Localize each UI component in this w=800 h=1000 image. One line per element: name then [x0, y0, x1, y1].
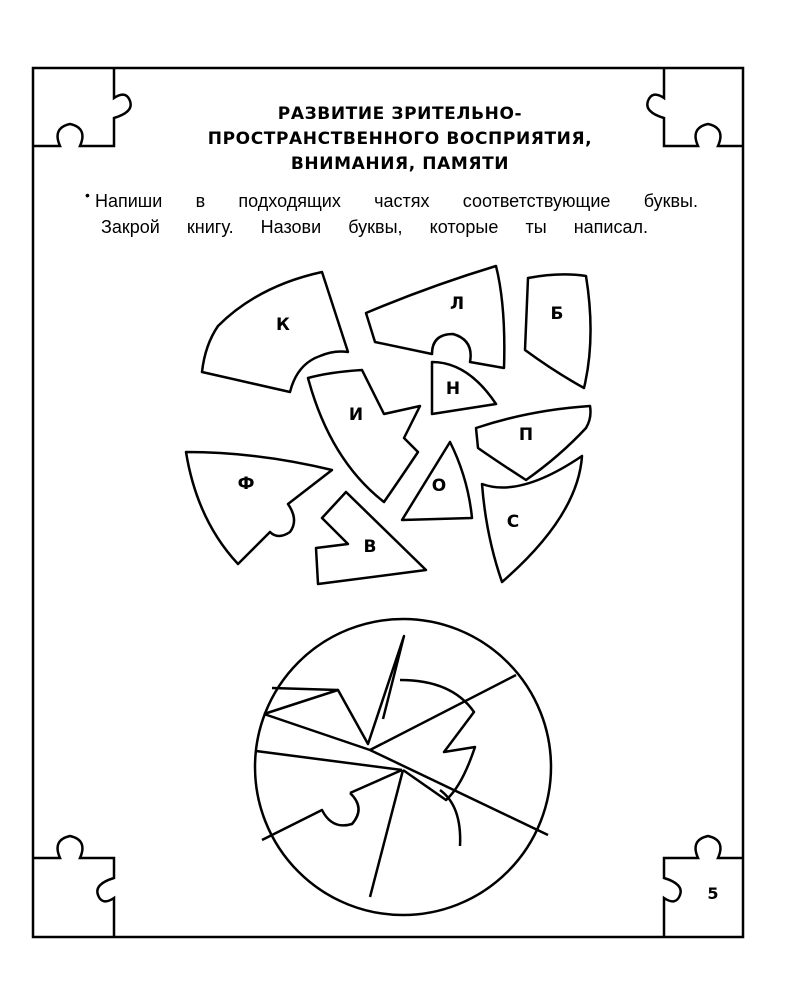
assembled-puzzle-circle [255, 619, 551, 915]
instruction-line-2: Закрой книгу. Назови буквы, которые ты написал. [101, 217, 648, 237]
corner-puzzle-top-right [647, 68, 743, 146]
bullet-icon: • [85, 187, 90, 203]
piece-letter-f: Ф [237, 474, 255, 494]
puzzle-piece-n [432, 362, 496, 414]
instruction-line-1: Напиши в подходящих частях соответствующие буквы. [95, 191, 698, 211]
corner-puzzle-top-left [33, 68, 131, 146]
piece-letter-l: Л [449, 294, 465, 314]
corner-puzzle-bottom-left [33, 836, 114, 937]
piece-letter-p: П [518, 425, 534, 445]
piece-letter-b: Б [550, 304, 564, 324]
page-number: 5 [707, 884, 719, 903]
piece-letter-i: И [348, 405, 364, 425]
page-title-line-2: ПРОСТРАНСТВЕННОГО ВОСПРИЯТИЯ, [207, 129, 593, 149]
piece-letter-o: О [431, 476, 447, 496]
piece-letter-n: Н [445, 379, 461, 399]
piece-letter-s: С [506, 512, 520, 532]
puzzle-piece-l [366, 266, 504, 368]
page-title-line-1: РАЗВИТИЕ ЗРИТЕЛЬНО- [277, 104, 523, 124]
puzzle-piece-b [525, 274, 591, 388]
puzzle-piece-i [308, 370, 420, 502]
puzzle-piece-f [186, 452, 332, 564]
page-title-line-3: ВНИМАНИЯ, ПАМЯТИ [290, 154, 510, 174]
piece-letter-v: В [363, 537, 377, 557]
piece-letter-k: К [276, 315, 290, 335]
